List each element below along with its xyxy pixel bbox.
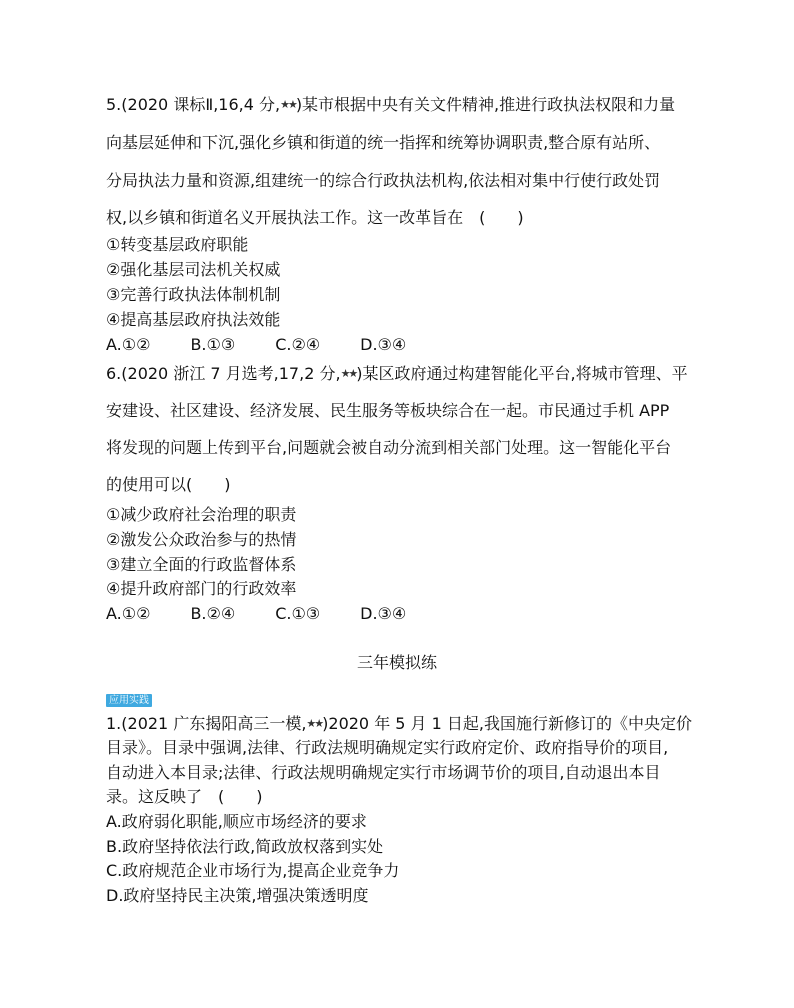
difficulty-stars-icon: ★★: [280, 98, 296, 111]
q6-option-a[interactable]: A.①②: [106, 604, 151, 623]
q5-item-3: ③完善行政执法体制机制: [106, 285, 281, 304]
q5-line-4: 权,以乡镇和街道名义开展执法工作。这一改革旨在 ( ): [106, 208, 524, 227]
m1-option-d[interactable]: D.政府坚持民主决策,增强决策透明度: [106, 886, 369, 905]
q6-option-d[interactable]: D.③④: [360, 604, 407, 623]
q5-line-1: [106, 95, 675, 115]
q6-item-2: ②激发公众政治参与的热情: [106, 530, 297, 549]
q6-option-c[interactable]: C.①③: [275, 604, 321, 623]
q6-line-1: [106, 364, 688, 384]
q5-item-2: ②强化基层司法机关权威: [106, 260, 281, 279]
m1-line-1: [106, 714, 692, 734]
q6-line-2: 安建设、社区建设、经济发展、民生服务等板块综合在一起。市民通过手机 APP: [106, 401, 670, 420]
section-tag: 应用实践: [106, 694, 152, 707]
q6-options: [106, 604, 406, 624]
q6-line-3: 将发现的问题上传到平台,问题就会被自动分流到相关部门处理。这一智能化平台: [106, 438, 672, 457]
q5-source: 5.(2020 课标Ⅱ,16,4 分,: [106, 95, 281, 114]
m1-source: 1.(2021 广东揭阳高三一模,: [106, 714, 307, 733]
q5-option-a[interactable]: A.①②: [106, 335, 151, 354]
q5-line-2: 向基层延伸和下沉,强化乡镇和街道的统一指挥和统筹协调职责,整合原有站所、: [106, 133, 661, 152]
m1-line-4: 录。这反映了 ( ): [106, 787, 263, 806]
q6-line-4: 的使用可以( ): [106, 475, 231, 494]
m1-option-a[interactable]: A.政府弱化职能,顺应市场经济的要求: [106, 812, 367, 831]
q6-stem-start: )某区政府通过构建智能化平台,将城市管理、平: [356, 364, 688, 383]
q5-options: [106, 335, 406, 355]
q5-item-4: ④提高基层政府执法效能: [106, 310, 281, 329]
q6-option-b[interactable]: B.②④: [190, 604, 236, 623]
difficulty-stars-icon: ★★: [340, 367, 357, 380]
m1-line-3: 自动进入本目录;法律、行政法规明确规定实行市场调节价的项目,自动退出本目: [106, 763, 661, 782]
m1-option-c[interactable]: C.政府规范企业市场行为,提高企业竞争力: [106, 861, 400, 880]
q5-line-3: 分局执法力量和资源,组建统一的综合行政执法机构,依法相对集中行使行政处罚: [106, 171, 661, 190]
m1-stem-start: )2020 年 5 月 1 日起,我国施行新修订的《中央定价: [322, 714, 692, 733]
q6-item-4: ④提升政府部门的行政效率: [106, 579, 297, 598]
q5-option-d[interactable]: D.③④: [360, 335, 407, 354]
m1-line-2: 目录》。目录中强调,法律、行政法规明确规定实行政府定价、政府指导价的项目,: [106, 738, 669, 757]
q5-item-1: ①转变基层政府职能: [106, 235, 249, 254]
q5-stem-start: )某市根据中央有关文件精神,推进行政执法权限和力量: [295, 95, 676, 114]
q6-item-1: ①减少政府社会治理的职责: [106, 505, 297, 524]
m1-option-b[interactable]: B.政府坚持依法行政,简政放权落到实处: [106, 837, 384, 856]
q6-item-3: ③建立全面的行政监督体系: [106, 555, 297, 574]
q5-option-b[interactable]: B.①③: [190, 335, 236, 354]
q6-source: 6.(2020 浙江 7 月选考,17,2 分,: [106, 364, 341, 383]
section-title: 三年模拟练: [356, 653, 437, 672]
q5-option-c[interactable]: C.②④: [275, 335, 321, 354]
difficulty-stars-icon: ★★: [306, 717, 323, 730]
